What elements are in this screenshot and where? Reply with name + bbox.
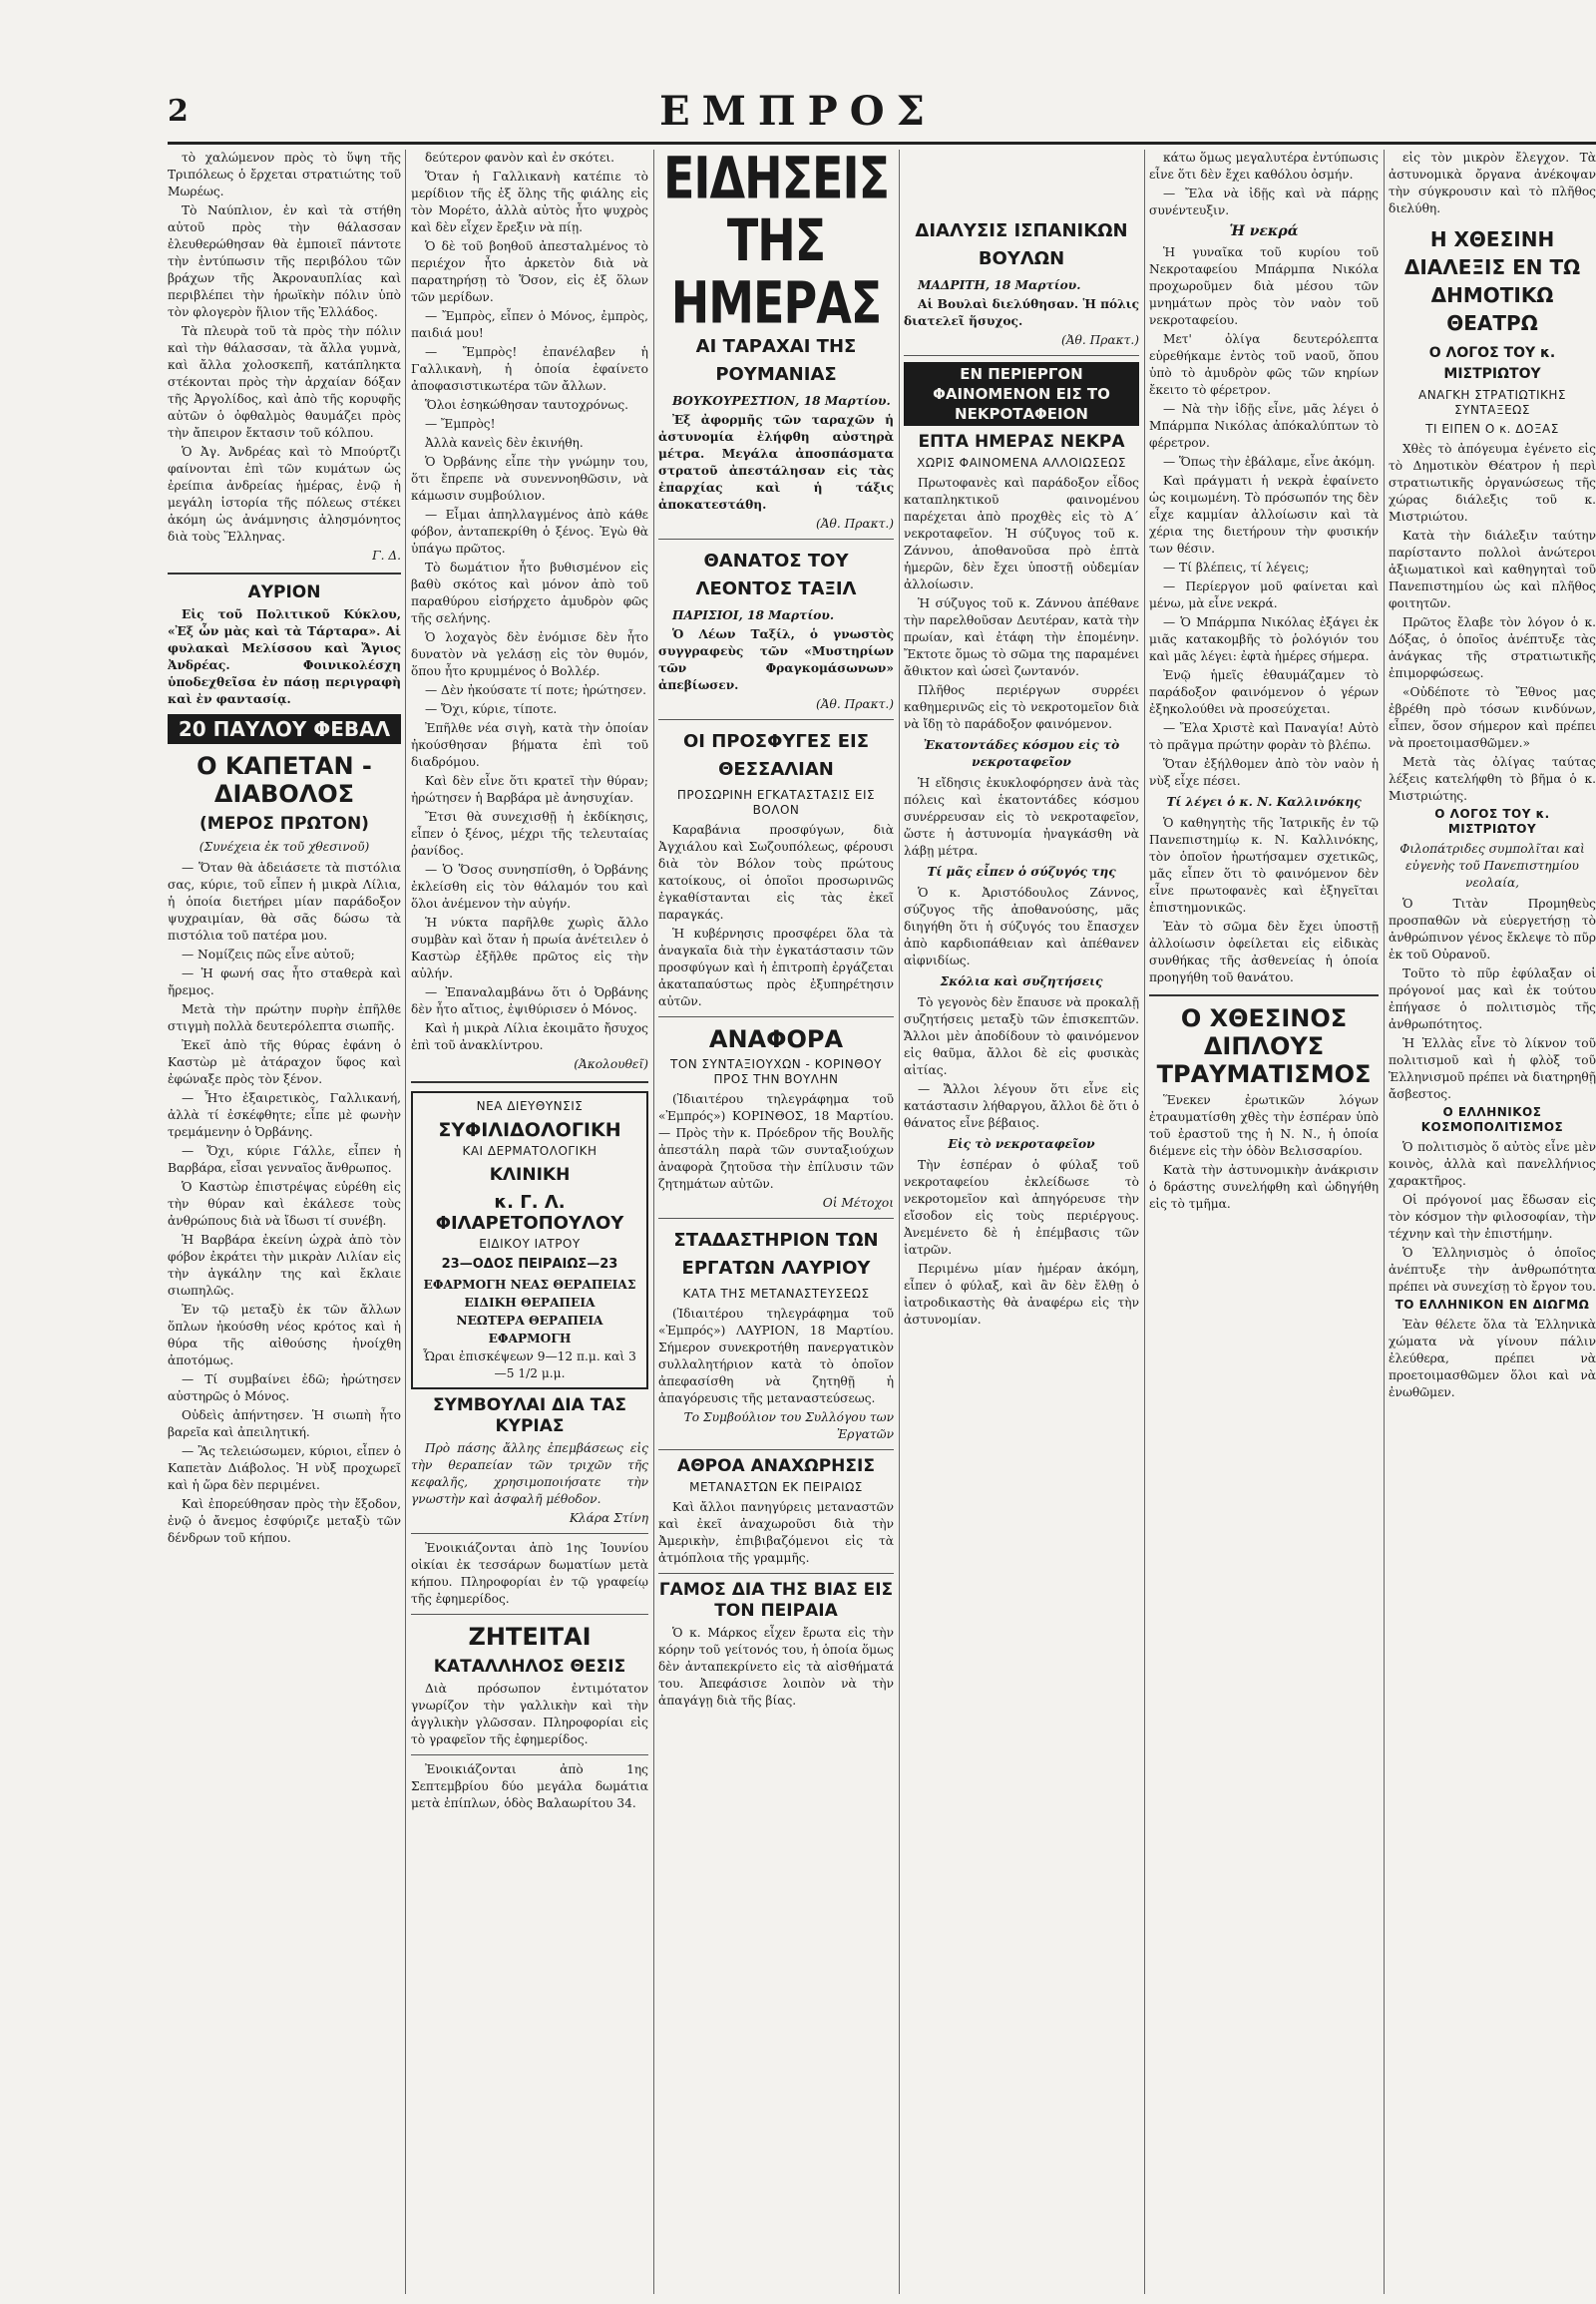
paragraph: Ὅταν ἡ Γαλλικανὴ κατέπιε τὸ μερίδιον τῆς ἐξ ὅλης τῆς φιάλης εἰς τὸν Μορέτο, ἀλλὰ αὐτὸς ἦτο ψυχρὸς καὶ δὲν εἶχεν ἔρεξιν νὰ πίῃ. [411, 170, 648, 234]
paragraph: — Ἔλα Χριστὲ καὶ Παναγία! Αὐτὸ τὸ πρᾶγμα πρώτην φορὰν τὸ βλέπω. [1149, 721, 1379, 752]
article-source: (Ἀθ. Πρακτ.) [815, 517, 894, 531]
column-rule [899, 150, 900, 2294]
ad-subtitle: ΚΑΙ ΔΕΡΜΑΤΟΛΟΓΙΚΗ [462, 1144, 598, 1158]
newspaper-title: ΕΜΠΡΟΣ [659, 88, 937, 135]
ad-signature: Κλάρα Στίνη [569, 1511, 648, 1525]
paragraph: Κατὰ τὴν ἀστυνομικὴν ἀνάκρισιν ὁ δράστης συνελήφθη καὶ ὡδηγήθη εἰς τὸ τμῆμα. [1149, 1163, 1379, 1211]
paragraph: Ὁ κ. Ἀριστόδουλος Ζάννος, σύζυγος τῆς ἀποθανούσης, μᾶς διηγήθη ὅτι ἡ σύζυγός του ἔπασχεν ἀπὸ καρδιοπάθειαν καὶ ἀπέθανεν αἰφνιδίως. [904, 886, 1139, 967]
paragraph: Πρῶτος ἔλαβε τὸν λόγον ὁ κ. Δόξας, ὁ ὁποῖος ἀνέπτυξε τὰς ἀνάγκας τῆς στρατιωτικῆς ἐπιμορφώσεως. [1389, 615, 1596, 680]
dateline: ΒΟΥΚΟΥΡΕΣΤΙΟΝ, 18 Μαρτίου. [672, 394, 891, 408]
ad-line: ΕΦΑΡΜΟΓΗ ΝΕΑΣ ΘΕΡΑΠΕΙΑΣ [423, 1278, 636, 1292]
section-subheading: ΤΟ ΕΛΛΗΝΙΚΟΝ ΕΝ ΔΙΩΓΜΩ [1395, 1298, 1590, 1312]
subheading: Σκόλια καὶ συζητήσεις [940, 974, 1103, 988]
paragraph: Ἔτσι θὰ συνεχισθῇ ἡ ἐκδίκησις, εἶπεν ὁ ξένος, μέχρι τῆς τελευταίας ῥανίδος. [411, 810, 648, 858]
paragraph: Ὁ Λέων Ταξίλ, ὁ γνωστὸς συγγραφεὺς τῶν «Μυστηρίων τῶν Φραγκομάσωνων» ἀπεβίωσεν. [658, 627, 894, 692]
article-source: (Ἀθ. Πρακτ.) [1060, 333, 1139, 347]
page-number: 2 [168, 94, 189, 129]
section-subheading: ΚΑΤΑ ΤΗΣ ΜΕΤΑΝΑΣΤΕΥΣΕΩΣ [682, 1287, 870, 1301]
paragraph: — Ἔμπρὸς! [425, 417, 496, 431]
paragraph: Καὶ πράγματι ἡ νεκρὰ ἐφαίνετο ὡς κοιμωμένη. Τὸ πρόσωπόν της δὲν εἶχε καμμίαν ἀλλοίωσιν καὶ τὰ χέρια της διετήρουν τὴν φυσικήν των θέσιν. [1149, 474, 1379, 556]
divider [411, 1754, 648, 1755]
ad-hours: Ὧραι ἐπισκέψεων 9—12 π.μ. καὶ 3—5 1/2 μ.μ. [423, 1349, 636, 1380]
divider [904, 355, 1139, 356]
paragraph: Πλῆθος περιέργων συρρέει καθημερινῶς εἰς τὸ νεκροτομεῖον διὰ νὰ ἴδῃ τὸ παράδοξον φαινόμενον. [904, 683, 1139, 731]
column-rule [1144, 150, 1145, 2294]
section-heading: ΕΝ ΠΕΡΙΕΡΓΟΝ ΦΑΙΝΟΜΕΝΟΝ ΕΙΣ ΤΟ ΝΕΚΡΟΤΑΦΕΙΟΝ [904, 362, 1139, 426]
paragraph: Ὁ κ. Μάρκος εἶχεν ἔρωτα εἰς τὴν κόρην τοῦ γείτονός του, ἡ ὁποία ὅμως δὲν ἀνταπεκρίνετο εἰς τὰ αἰσθήματά του. Ἀπεφάσισε λοιπὸν νὰ τὴν ἀπαγάγῃ διὰ τῆς βίας. [658, 1626, 894, 1708]
paragraph: — Περίεργον μοῦ φαίνεται καὶ μένω, μὰ εἶνε νεκρά. [1149, 579, 1379, 610]
column-rule [1384, 150, 1385, 2294]
paragraph: Ἐπῆλθε νέα σιγὴ, κατὰ τὴν ὁποίαν ἠκούσθησαν βήματα ἐπὶ τοῦ διαδρόμου. [411, 721, 648, 769]
paragraph: Ὁ Ὀρβάνης εἶπε τὴν γνώμην του, ὅτι ἔπρεπε νὰ συνεννοηθῶσιν, νὰ κάμωσιν συμβούλιον. [411, 455, 648, 503]
section-heading: ΔΙΑΛΥΣΙΣ ΙΣΠΑΝΙΚΩΝ ΒΟΥΛΩΝ [915, 220, 1128, 269]
paragraph: — Ἡ φωνή σας ἦτο σταθερὰ καὶ ἤρεμος. [168, 966, 401, 997]
paragraph: Διὰ πρόσωπον ἐντιμότατον γνωρίζον τὴν γαλλικὴν καὶ τὴν ἀγγλικὴν γλῶσσαν. Πληροφορίαι εἰς τὸ γραφεῖον τῆς ἐφημερίδος. [411, 1682, 648, 1746]
subheading: Ἐκατοντάδες κόσμου εἰς τὸ νεκροταφεῖον [923, 738, 1120, 769]
paragraph: Ἐὰν τὸ σῶμα δὲν ἔχει ὑποστῇ ἀλλοίωσιν ὀφείλεται εἰς εἰδικὰς συνθήκας τῆς ἀσθενείας ἡ ὁποία προηγήθη τοῦ θανάτου. [1149, 920, 1379, 984]
divider [168, 573, 401, 575]
column-2 [411, 150, 648, 2294]
ad-line: ΕΦΑΡΜΟΓΗ [488, 1332, 572, 1345]
paragraph: Εἰς τοῦ Πολιτικοῦ Κύκλου, «Ἐξ ὧν μὰς καὶ τὰ Τάρταρα». Αἱ φυλακαὶ Μελίσσου καὶ Ἄγιος Ἀνδρέας. Φοινικολέσχη ὑποδεχθεῖσα ἐν πάσῃ περιγραφὴ καὶ ἐν φαντασίᾳ. [168, 607, 401, 706]
paragraph: Ὅλοι ἐσηκώθησαν ταυτοχρόνως. [425, 398, 629, 412]
paragraph: — Ἄλλοι λέγουν ὅτι εἶνε εἰς κατάστασιν λήθαργου, ἄλλοι δὲ ὅτι ὁ θάνατος εἶνε βέβαιος. [904, 1082, 1139, 1130]
paragraph: Ὅταν ἐξήλθομεν ἀπὸ τὸν ναὸν ἡ νὺξ εἶχε πέσει. [1149, 757, 1379, 788]
paragraph: Περιμένω μίαν ἡμέραν ἀκόμη, εἶπεν ὁ φύλαξ, καὶ ἂν δὲν ἔλθῃ ὁ ἰατροδικαστὴς θὰ ἀναφέρω εἰς τὴν ἀστυνομίαν. [904, 1262, 1139, 1327]
article-signature: Το Συμβούλιον του Συλλόγου των Ἐργατῶν [683, 1410, 894, 1441]
column-1 [168, 150, 401, 2294]
ad-title: ΣΥΜΒΟΥΛΑΙ ΔΙΑ ΤΑΣ ΚΥΡΙΑΣ [432, 1395, 627, 1436]
ad-title: ΣΥΦΙΛΙΔΟΛΟΓΙΚΗ [438, 1119, 621, 1141]
paragraph: — Τί βλέπεις, τί λέγεις; [1163, 561, 1310, 575]
paragraph: Τὸ δωμάτιον ἦτο βυθισμένον εἰς βαθὺ σκότος καὶ μόνον ἀπὸ τοῦ παραθύρου εἰσήρχετο ἀμυδρὸν φῶς τῆς σελήνης. [411, 561, 648, 625]
paragraph: Κατὰ τὴν διάλεξιν ταύτην παρίσταντο πολλοὶ ἀνώτεροι ἀξιωματικοὶ καὶ καθηγηταὶ τοῦ Πανεπιστημίου ὡς καὶ πλῆθος φοιτητῶν. [1389, 529, 1596, 610]
column-3 [658, 150, 894, 2294]
paragraph: Τὸ Ναύπλιον, ἐν καὶ τὰ στήθη αὐτοῦ πρὸς τὴν θάλασσαν ἐλευθερώθησαν θὰ ἐμποιεῖ πάντοτε τὴν ἐντύπωσιν τῆς περιβόλου τῶν βράχων τῆς Ἀκροναυπλίας καὶ περιβλέπει τὴν ἡρωϊκὴν πόλιν ὑπὸ τὸν φλογερὸν ἥλιον τῆς Ἑλλάδος. [168, 203, 401, 319]
divider [411, 1081, 648, 1083]
subheading: Ἡ νεκρά [1229, 223, 1299, 239]
column-4 [904, 150, 1139, 2294]
section-subheading: Ο ΕΛΛΗΝΙΚΟΣ ΚΟΣΜΟΠΟΛΙΤΙΣΜΟΣ [1420, 1105, 1564, 1134]
divider [658, 1218, 894, 1219]
paragraph: Ἡ γυναῖκα τοῦ κυρίου τοῦ Νεκροταφείου Μπάρμπα Νικόλα προχωροῦμεν διὰ μέσου τῶν μνημάτων πρὸς τὸν ναὸν τοῦ νεκροταφείου. [1149, 245, 1379, 327]
column-6 [1389, 150, 1596, 2294]
paragraph: — Εἶμαι ἀπηλλαγμένος ἀπὸ κάθε φόβον, ἀνταπεκρίθη ὁ ξένος. Ἐγὼ θὰ ὑπάγω πρῶτος. [411, 508, 648, 556]
section-heading: ΟΙ ΠΡΟΣΦΥΓΕΣ ΕΙΣ ΘΕΣΣΑΛΙΑΝ [682, 731, 870, 780]
ad-line: ΕΙΔΙΚΗ ΘΕΡΑΠΕΙΑ [464, 1296, 596, 1310]
paragraph: Καὶ ἡ μικρὰ Λίλια ἐκοιμᾶτο ἤσυχος ἐπὶ τοῦ ἀνακλίντρου. [411, 1021, 648, 1052]
news-banner: ΕΙΔΗΣΕΙΣ ΤΗΣ ΗΜΕΡΑΣ [662, 150, 890, 337]
paragraph: Ἐν τῷ μεταξὺ ἐκ τῶν ἄλλων ὅπλων ἠκούσθη νέος κρότος καὶ ἡ θύρα τῆς αἰθούσης ἠνοίχθη ἀποτόμως. [168, 1303, 401, 1367]
paragraph: Ὁ Καστὼρ ἐπιστρέψας εὑρέθη εἰς τὴν θύραν καὶ ἐκάλεσε τοὺς ἀνθρώπους διὰ νὰ ἴδωσι τί συνέβη. [168, 1180, 401, 1228]
paragraph: Καραβάνια προσφύγων, διὰ Ἀγχιάλου καὶ Σωζουπόλεως, φέρουσι διὰ τὸν Βόλον τοὺς πρώτους κατοίκους, οἱ ὁποῖοι προσωρινῶς ἐγκαθίστανται εἰς τὰς ἐκεῖ παραγκάς. [658, 823, 894, 922]
paragraph: Τοῦτο τὸ πῦρ ἐφύλαξαν οἱ πρόγονοί μας καὶ ἐκ τούτου ἐπήγασε ὁ πολιτισμὸς τῆς ἀνθρωπότητος. [1389, 966, 1596, 1031]
serial-continues: (Ἀκολουθεῖ) [574, 1057, 648, 1071]
paragraph: Οὐδεὶς ἀπήντησεν. Ἡ σιωπὴ ἦτο βαρεῖα καὶ ἀπειλητική. [168, 1408, 401, 1439]
ad-line: ΝΕΩΤΕΡΑ ΘΕΡΑΠΕΙΑ [456, 1314, 603, 1328]
section-subheading: ΜΕΤΑΝΑΣΤΩΝ ΕΚ ΠΕΙΡΑΙΩΣ [689, 1480, 863, 1494]
section-subheading: ΤΙ ΕΙΠΕΝ Ο κ. ΔΟΞΑΣ [1425, 422, 1559, 436]
dateline: ΠΑΡΙΣΙΟΙ, 18 Μαρτίου. [672, 608, 835, 622]
serial-title: Ο ΚΑΠΕΤΑΝ - ΔΙΑΒΟΛΟΣ [197, 752, 372, 808]
divider [411, 1533, 648, 1534]
paragraph: Πρωτοφανὲς καὶ παράδοξον εἶδος καταπληκτικοῦ φαινομένου παρέχεται ἀπὸ προχθὲς εἰς τὸ Α΄ νεκροταφεῖον. Ἡ σύζυγος τοῦ κ. Ζάννου, ἀποθανοῦσα πρὸ ἑπτὰ ἡμερῶν, δὲν ἔχει ὑποστῇ οὐδεμίαν ἀλλοίωσιν. [904, 476, 1139, 591]
paragraph: Μετὰ τὴν πρώτην πυρὴν ἐπῆλθε στιγμὴ πολλὰ δευτερόλεπτα σιωπῆς. [168, 1002, 401, 1033]
paragraph: — Ὄχι, κύριε Γάλλε, εἶπεν ἡ Βαρβάρα, εἶσαι γενναῖος ἄνθρωπος. [168, 1144, 401, 1175]
divider [658, 1573, 894, 1574]
paragraph: Ὁ πολιτισμὸς ὅ αὐτὸς εἶνε μὲν κοινὸς, ἀλλὰ καὶ πανελλήνιος χαρακτῆρος. [1389, 1140, 1596, 1188]
section-heading-tomorrow: ΑΥΡΙΟΝ [247, 582, 321, 602]
section-subheading: Ο ΛΟΓΟΣ ΤΟΥ κ. ΜΙΣΤΡΙΩΤΟΥ [1428, 345, 1556, 382]
paragraph: — Ἂς τελειώσωμεν, κύριοι, εἶπεν ὁ Καπετὰν Διάβολος. Ἡ νὺξ προχωρεῖ καὶ ἡ ὥρα δὲν περιμένει. [168, 1444, 401, 1492]
paragraph: Ἐνοικιάζονται ἀπὸ 1ης Ἰουνίου οἰκίαι ἐκ τεσσάρων δωματίων μετὰ κήπου. Πληροφορίαι ἐν τῷ γραφείῳ τῆς ἐφημερίδος. [411, 1541, 648, 1606]
section-subheading: ΕΠΤΑ ΗΜΕΡΑΣ ΝΕΚΡΑ [918, 432, 1125, 452]
section-heading: ΣΤΑΔΑΣΤΗΡΙΟΝ ΤΩΝ ΕΡΓΑΤΩΝ ΛΑΥΡΙΟΥ [673, 1230, 879, 1279]
paragraph: τὸ χαλώμενον πρὸς τὸ ὕψη τῆς Τριπόλεως ὁ ἔρχεται στρατιώτης τοῦ Μωρέως. [168, 151, 401, 198]
header-rule [168, 142, 1596, 145]
banner-space [904, 150, 1139, 209]
paragraph: Τὴν ἑσπέραν ὁ φύλαξ τοῦ νεκροταφείου ἐκλείδωσε τὸ νεκροτομεῖον καὶ ἀπηγόρευσε τὴν εἴσοδον εἰς τοὺς περιέργους. Ἀνεμένετο δὲ ἡ ἐπέμβασις τῶν ἰατρῶν. [904, 1158, 1139, 1257]
section-subheading: Ο ΛΟΓΟΣ ΤΟΥ κ. ΜΙΣΤΡΙΩΤΟΥ [1434, 807, 1550, 836]
paragraph: — Ἔλα νὰ ἰδῇς καὶ νὰ πάρῃς συνέντευξιν. [1149, 187, 1379, 217]
section-heading: ΓΑΜΟΣ ΔΙΑ ΤΗΣ ΒΙΑΣ ΕΙΣ ΤΟΝ ΠΕΙΡΑΙΑ [658, 1580, 894, 1621]
paragraph: Ἡ Βαρβάρα ἐκείνη ὡχρὰ ἀπὸ τὸν φόβον ἐκράτει τὴν μικρὰν Λιλίαν εἰς τὴν ἀγκάλην της καὶ ἔκλαιε σιωπηλῶς. [168, 1233, 401, 1298]
subheading: Τί λέγει ὁ κ. Ν. Καλλινόκης [1166, 795, 1362, 809]
ad-role: ΕΙΔΙΚΟΥ ΙΑΤΡΟΥ [479, 1237, 581, 1251]
paragraph: Ἡ Ἑλλὰς εἶνε τὸ λίκνον τοῦ πολιτισμοῦ καὶ ἡ φλὸξ τοῦ Ἑλληνισμοῦ πρέπει νὰ διατηρηθῇ ἄσβεστος. [1389, 1036, 1596, 1101]
dateline: ΜΑΔΡΙΤΗ, 18 Μαρτίου. [918, 278, 1081, 292]
paragraph: Ἐὰν θέλετε ὅλα τὰ Ἑλληνικὰ χώματα νὰ γίνουν πάλιν ἐλεύθερα, πρέπει νὰ προετοιμασθῶμεν ὅλοι καὶ νὰ ἐνωθῶμεν. [1389, 1318, 1596, 1399]
ad-title: ΖΗΤΕΙΤΑΙ [468, 1623, 592, 1651]
section-subheading: ΤΟΝ ΣΥΝΤΑΞΙΟΥΧΩΝ - ΚΟΡΙΝΘΟΥ ΠΡΟΣ ΤΗΝ ΒΟΥΛΗΝ [669, 1057, 882, 1086]
serial-part: (ΜΕΡΟΣ ΠΡΩΤΟΝ) [200, 814, 369, 834]
paragraph: Ἕνεκεν ἐρωτικῶν λόγων ἐτραυματίσθη χθὲς τὴν ἑσπέραν ὑπὸ τοῦ ἐραστοῦ της ἡ Ν. Ν., ἡ ὁποία διέμενε εἰς τὴν ὁδὸν Βελισσαρίου. [1149, 1093, 1379, 1158]
paragraph: Καὶ ἐπορεύθησαν πρὸς τὴν ἔξοδον, ἐνῷ ὁ ἄνεμος ἐσφύριζε μεταξὺ τῶν δένδρων τοῦ κήπου. [168, 1497, 401, 1545]
section-heading: ΑΝΑΦΟΡΑ [708, 1025, 844, 1053]
paragraph: — Ὁ Ὅσος συνησπίσθη, ὁ Ὀρβάνης ἐκλείσθη εἰς τὸν θάλαμόν του καὶ ὅλοι ἀνέμενον τὴν αὐγήν. [411, 863, 648, 911]
divider [658, 1449, 894, 1450]
paragraph: Πρὸ πάσης ἄλλης ἐπεμβάσεως εἰς τὴν θεραπείαν τῶν τριχῶν τῆς κεφαλῆς, χρησιμοποιήσατε τὴν γνωστὴν καὶ ἀσφαλῆ μέθοδον. [411, 1441, 648, 1506]
article-signature: Οἱ Μέτοχοι [822, 1196, 894, 1210]
divider [1149, 994, 1379, 996]
clinic-advertisement [411, 1091, 648, 1389]
paragraph: Ὁ Τιτὰν Προμηθεὺς προσπαθῶν νὰ εὐεργετήσῃ τὸ ἀνθρώπινον γένος ἔκλεψε τὸ πῦρ ἐκ τοῦ Οὐρανοῦ. [1389, 897, 1596, 961]
divider [658, 539, 894, 540]
paragraph: — Ἔμπρὸς! ἐπανέλαβεν ἡ Γαλλικανὴ, ἡ ὁποία ἐφαίνετο ἀποφασιστικωτέρα τῶν ἄλλων. [411, 345, 648, 393]
paragraph: — Δὲν ἠκούσατε τί ποτε; ἠρώτησεν. [425, 683, 646, 697]
ad-kicker: ΝΕΑ ΔΙΕΥΘΥΝΣΙΣ [476, 1099, 584, 1113]
ad-address: 23—ΟΔΟΣ ΠΕΙΡΑΙΩΣ—23 [441, 1257, 618, 1272]
divider [658, 719, 894, 720]
divider [411, 1614, 648, 1615]
paragraph: — Ἐπαναλαμβάνω ὅτι ὁ Ὀρβάνης δὲν ἦτο αἴτιος, ἐψιθύρισεν ὁ Μόνος. [411, 985, 648, 1016]
section-subheading: ΧΩΡΙΣ ΦΑΙΝΟΜΕΝΑ ΑΛΛΟΙΩΣΕΩΣ [917, 456, 1126, 470]
column-rule [653, 150, 654, 2294]
paragraph: — Ἦτο ἐξαιρετικὸς, Γαλλικανή, ἀλλὰ τί ἐσκέφθητε; εἶπε μὲ φωνὴν τρεμάμενην ὁ Ὀρβάνης. [168, 1091, 401, 1139]
subheading: Εἰς τὸ νεκροταφεῖον [948, 1137, 1095, 1151]
paragraph: Ὁ λοχαγὸς δὲν ἐνόμισε δὲν ἦτο δυνατὸν νὰ γελάσῃ εἰς τὸν θυμόν, ὅπου ἦτο κρυμμένος ὁ Βολλέρ. [411, 630, 648, 678]
paragraph: Ἡ εἴδησις ἐκυκλοφόρησεν ἀνὰ τὰς πόλεις καὶ ἑκατοντάδες κόσμου συνέρρευσαν εἰς τὸ νεκροταφεῖον, ὥστε ἡ ἀστυνομία ἠναγκάσθη νὰ λάβῃ μέτρα. [904, 776, 1139, 858]
paragraph: — Ἔμπρὸς, εἶπεν ὁ Μόνος, ἐμπρὸς, παιδιά μου! [411, 309, 648, 340]
paragraph: Ἀλλὰ κανεὶς δὲν ἐκινήθη. [425, 436, 584, 450]
ad-subtitle: ΚΑΤΑΛΛΗΛΟΣ ΘΕΣΙΣ [433, 1657, 626, 1677]
paragraph: Μετ' ὀλίγα δευτερόλεπτα εὑρεθήκαμε ἐντὸς τοῦ ναοῦ, ὅπου ὑπὸ τὸ ἀμυδρὸν φῶς τῶν κηρίων ἔκειτο τὸ φέρετρον. [1149, 332, 1379, 397]
paragraph: (Ἰδιαιτέρου τηλεγράφημα τοῦ «Ἐμπρός») ΚΟΡΙΝΘΟΣ, 18 Μαρτίου. — Πρὸς τὴν κ. Πρόεδρον τῆς Βουλῆς ἀπεστάλη παρὰ τῶν συνταξιούχων ἀναφορὰ ζητοῦσα τὴν ἐπίλυσιν τῶν ζητημάτων αὐτῶν. [658, 1092, 894, 1191]
section-heading: ΘΑΝΑΤΟΣ ΤΟΥ ΛΕΟΝΤΟΣ ΤΑΞΙΛ [695, 551, 857, 599]
paragraph: Οἱ πρόγονοί μας ἔδωσαν εἰς τὸν κόσμον τὴν φιλοσοφίαν, τὴν τέχνην καὶ τὴν ἐπιστήμην. [1389, 1193, 1596, 1241]
column-rule [405, 150, 406, 2294]
section-heading: ΑΙ ΤΑΡΑΧΑΙ ΤΗΣ ΡΟΥΜΑΝΙΑΣ [695, 336, 857, 385]
masthead [0, 88, 1596, 148]
paragraph: Καὶ δὲν εἶνε ὅτι κρατεῖ τὴν θύραν; ἠρώτησεν ἡ Βαρβάρα μὲ ἀνησυχίαν. [411, 774, 648, 805]
paragraph: Αἱ Βουλαὶ διελύθησαν. Ἡ πόλις διατελεῖ ἥσυχος. [904, 297, 1139, 328]
section-subheading: ΠΡΟΣΩΡΙΝΗ ΕΓΚΑΤΑΣΤΑΣΙΣ ΕΙΣ ΒΟΛΟΝ [676, 788, 876, 817]
subheading: Τί μᾶς εἶπεν ὁ σύζυγός της [927, 865, 1116, 879]
paragraph: Ἐκεῖ ἀπὸ τῆς θύρας ἐφάνη ὁ Καστὼρ μὲ ἀτάραχον ὕφος καὶ ἐφώναξε πρὸς τὸν ξένον. [168, 1038, 401, 1086]
paragraph: Ἡ κυβέρνησις προσφέρει ὅλα τὰ ἀναγκαῖα διὰ τὴν ἐγκατάστασιν τῶν προσφύγων καὶ ἡ ἐπιτροπὴ ἐργάζεται ἀκαταπαύστως πρὸς ἐξυπηρέτησιν αὐτῶν. [658, 927, 894, 1008]
section-heading: ΑΘΡΟΑ ΑΝΑΧΩΡΗΣΙΣ [677, 1456, 875, 1476]
paragraph: Ὁ καθηγητὴς τῆς Ἰατρικῆς ἐν τῷ Πανεπιστημίῳ κ. Ν. Καλλινόκης, τὸν ὁποῖον ἠρωτήσαμεν σχετικῶς, μᾶς εἶπεν ὅτι τὸ φαινόμενον δὲν εἶνε πρωτοφανὲς καὶ ἐξηγεῖται ἐπιστημονικῶς. [1149, 816, 1379, 915]
divider [658, 1016, 894, 1017]
serial-byline: 20 ΠΑΥΛΟΥ ΦΕΒΑΛ [168, 714, 401, 744]
paragraph: — Ὅπως τὴν ἐβάλαμε, εἶνε ἀκόμη. [1163, 455, 1376, 469]
paragraph: Ἡ σύζυγος τοῦ κ. Ζάννου ἀπέθανε τὴν παρελθοῦσαν Δευτέραν, κατὰ τὴν πρωίαν, καὶ ἐτάφη τὴν ἑπομένην. Ἔκτοτε ὅμως τὸ σῶμα της παραμένει ἄθικτον καὶ ὡσεὶ ζωντανόν. [904, 596, 1139, 678]
paragraph: — Τί συμβαίνει ἐδῶ; ἠρώτησεν αὐστηρῶς ὁ Μόνος. [168, 1372, 401, 1403]
article-signature: Γ. Δ. [372, 549, 401, 563]
ad-word: ΚΛΙΝΙΚΗ [489, 1165, 571, 1185]
paragraph: «Οὐδέποτε τὸ Ἔθνος μας ἐβρέθη πρὸ τόσων κινδύνων, εἶπεν, ὅσον σήμερον καὶ πρέπει νὰ προετοιμασθῶμεν.» [1389, 685, 1596, 750]
paragraph: κάτω ὅμως μεγαλυτέρα ἐντύπωσις εἶνε ὅτι δὲν ἔχει καθόλου ὀσμήν. [1149, 151, 1379, 182]
paragraph: Ἐξ ἀφορμῆς τῶν ταραχῶν ἡ ἀστυνομία ἐλήφθη αὐστηρὰ μέτρα. Μεγάλα ἀποσπάσματα στρατοῦ ἀπεστάλησαν εἰς τὰς ἐπαρχίας καὶ ἡ τάξις ἀποκατεστάθη. [658, 413, 894, 512]
paragraph: δεύτερον φανὸν καὶ ἐν σκότει. [425, 151, 615, 165]
section-subheading: ΑΝΑΓΚΗ ΣΤΡΑΤΙΩΤΙΚΗΣ ΣΥΝΤΑΞΕΩΣ [1417, 388, 1567, 417]
paragraph: — Νομίζεις πῶς εἶνε αὐτοῦ; [182, 948, 355, 961]
paragraph: Ἐνοικιάζονται ἀπὸ 1ης Σεπτεμβρίου δύο μεγάλα δωμάτια μετὰ ἐπίπλων, ὁδὸς Βαλαωρίτου 34. [411, 1762, 648, 1810]
paragraph: Ἐνῷ ἡμεῖς ἐθαυμάζαμεν τὸ παράδοξον φαινόμενον ὁ γέρων ἐξηκολούθει νὰ προσεύχεται. [1149, 668, 1379, 716]
article-source: (Ἀθ. Πρακτ.) [815, 697, 894, 711]
paragraph: Καὶ ἄλλοι πανηγύρεις μεταναστῶν καὶ ἐκεῖ ἀναχωροῦσι διὰ τὴν Ἀμερικὴν, ἐπιβιβαζόμενοι εἰς τὰ ἀτμόπλοια τῆς γραμμῆς. [658, 1500, 894, 1565]
ad-doctor-name: κ. Γ. Λ. ΦΙΛΑΡΕΤΟΠΟΥΛΟΥ [435, 1192, 624, 1234]
paragraph: Ὁ Ἀγ. Ἀνδρέας καὶ τὸ Μπούρτζι φαίνονται ἐπὶ τῶν κυμάτων ὡς ἐρείπια ἀνδρείας ἡμέρας, ἐνῷ ἡ μεγάλη ἱστορία τῆς πόλεως στέκει ἀκόμη ὡς ἀνάμνησις ἀλησμόνητος διὰ τοὺς Ἕλληνας. [168, 445, 401, 544]
paragraph: Τὰ πλευρὰ τοῦ τὰ πρὸς τὴν πόλιν καὶ τὴν θάλασσαν, τὰ ἄλλα γυμνὰ, καὶ ἄλλα χολοσκεπῆ, κατάπληκτα στέκονται πρὸς τὴν ἀρχαίαν δόξαν τῆς Ἀργολίδος, καὶ ἀπὸ τῆς κορυφῆς αὐτῶν ὁ ὀφθαλμὸς θαυμάζει πρὸς τὴν ἄπειρον ἔκτασιν τοῦ κόλπου. [168, 324, 401, 440]
paragraph: — Νὰ τὴν ἰδῇς εἶνε, μᾶς λέγει ὁ Μπάρμπα Νικόλας ἀπόκαλύπτων τὸ φέρετρον. [1149, 402, 1379, 450]
paragraph: Μετὰ τὰς ὀλίγας ταύτας λέξεις κατελήφθη τὸ βῆμα ὁ κ. Μιστριώτης. [1389, 755, 1596, 803]
section-heading: Η ΧΘΕΣΙΝΗ ΔΙΑΛΕΞΙΣ ΕΝ ΤΩ ΔΗΜΟΤΙΚΩ ΘΕΑΤΡΩ [1403, 227, 1581, 335]
paragraph: — Ὅταν θὰ ἀδειάσετε τὰ πιστόλια σας, κύριε, τοῦ εἶπεν ἡ μικρὰ Λίλια, ἡ ὁποία διετήρει μίαν παράδοξον ψυχραιμίαν, θὰ σᾶς δώσω τὰ πιστόλια τοῦ πατέρα μου. [168, 861, 401, 943]
paragraph: Χθὲς τὸ ἀπόγευμα ἐγένετο εἰς τὸ Δημοτικὸν Θέατρον ἡ περὶ στρατιωτικῆς ὀργανώσεως τῆς χώρας διάλεξις τοῦ κ. Μιστριώτου. [1389, 442, 1596, 524]
paragraph: Ἡ νύκτα παρῆλθε χωρὶς ἄλλο συμβὰν καὶ ὅταν ἡ πρωία ἀνέτειλεν ὁ Καστὼρ ἐξῆλθε πρῶτος εἰς τὴν αὐλήν. [411, 916, 648, 980]
serial-continued-note: (Συνέχεια ἐκ τοῦ χθεσινοῦ) [199, 840, 370, 854]
section-heading: Ο ΧΘΕΣΙΝΟΣ ΔΙΠΛΟΥΣ ΤΡΑΥΜΑΤΙΣΜΟΣ [1156, 1004, 1372, 1088]
paragraph: Ὁ δὲ τοῦ βοηθοῦ ἀπεσταλμένος τὸ περιέχον ἦτο ἀρκετὸν διὰ νὰ παρατηρήσῃ τὸ Ὅσον, εἰς ἐξ ὅλων τῶν μερίδων. [411, 239, 648, 304]
paragraph: Τὸ γεγονὸς δὲν ἔπαυσε νὰ προκαλῇ συζητήσεις μεταξὺ τῶν ἐπισκεπτῶν. Ἄλλοι μὲν ἀποδίδουν τὸ φαινόμενον εἰς θαῦμα, ἄλλοι δὲ εἰς φυσικὰς αἰτίας. [904, 995, 1139, 1077]
paragraph: Ὁ Ἑλληνισμὸς ὁ ὁποῖος ἀνέπτυξε τὴν ἀνθρωπότητα πρέπει νὰ συνεχίσῃ τὸ ἔργον του. [1389, 1246, 1596, 1294]
paragraph: — Ὁ Μπάρμπα Νικόλας ἐξάγει ἐκ μιᾶς κατακομβῆς τὸ ῥολόγιόν του καὶ μᾶς λέγει: ἐφτὰ ἡμέρες σήμερα. [1149, 615, 1379, 663]
column-5 [1149, 150, 1379, 2294]
paragraph: — Ὄχι, κύριε, τίποτε. [425, 702, 558, 716]
paragraph: εἰς τὸν μικρὸν ἔλεγχον. Τὰ ἀστυνομικὰ ὄργανα ἀνέκοψαν τὴν σύγκρουσιν καὶ τὸ πλῆθος διελύθη. [1389, 151, 1596, 215]
speech-opening: Φιλοπάτριδες συμπολῖται καὶ εὐγενὴς τοῦ Πανεπιστημίου νεολαία, [1399, 842, 1585, 890]
paragraph: (Ἰδιαιτέρου τηλεγράφημα τοῦ «Ἐμπρός») ΛΑΥΡΙΟΝ, 18 Μαρτίου. Σήμερον συνεκροτήθη πανεργατικὸν συλλαλητήριον κατὰ τὸ ὁποῖον ἀπεφασίσθη νὰ ζητηθῇ ἡ ἀπαγόρευσις τῆς μεταναστεύσεως. [658, 1307, 894, 1405]
